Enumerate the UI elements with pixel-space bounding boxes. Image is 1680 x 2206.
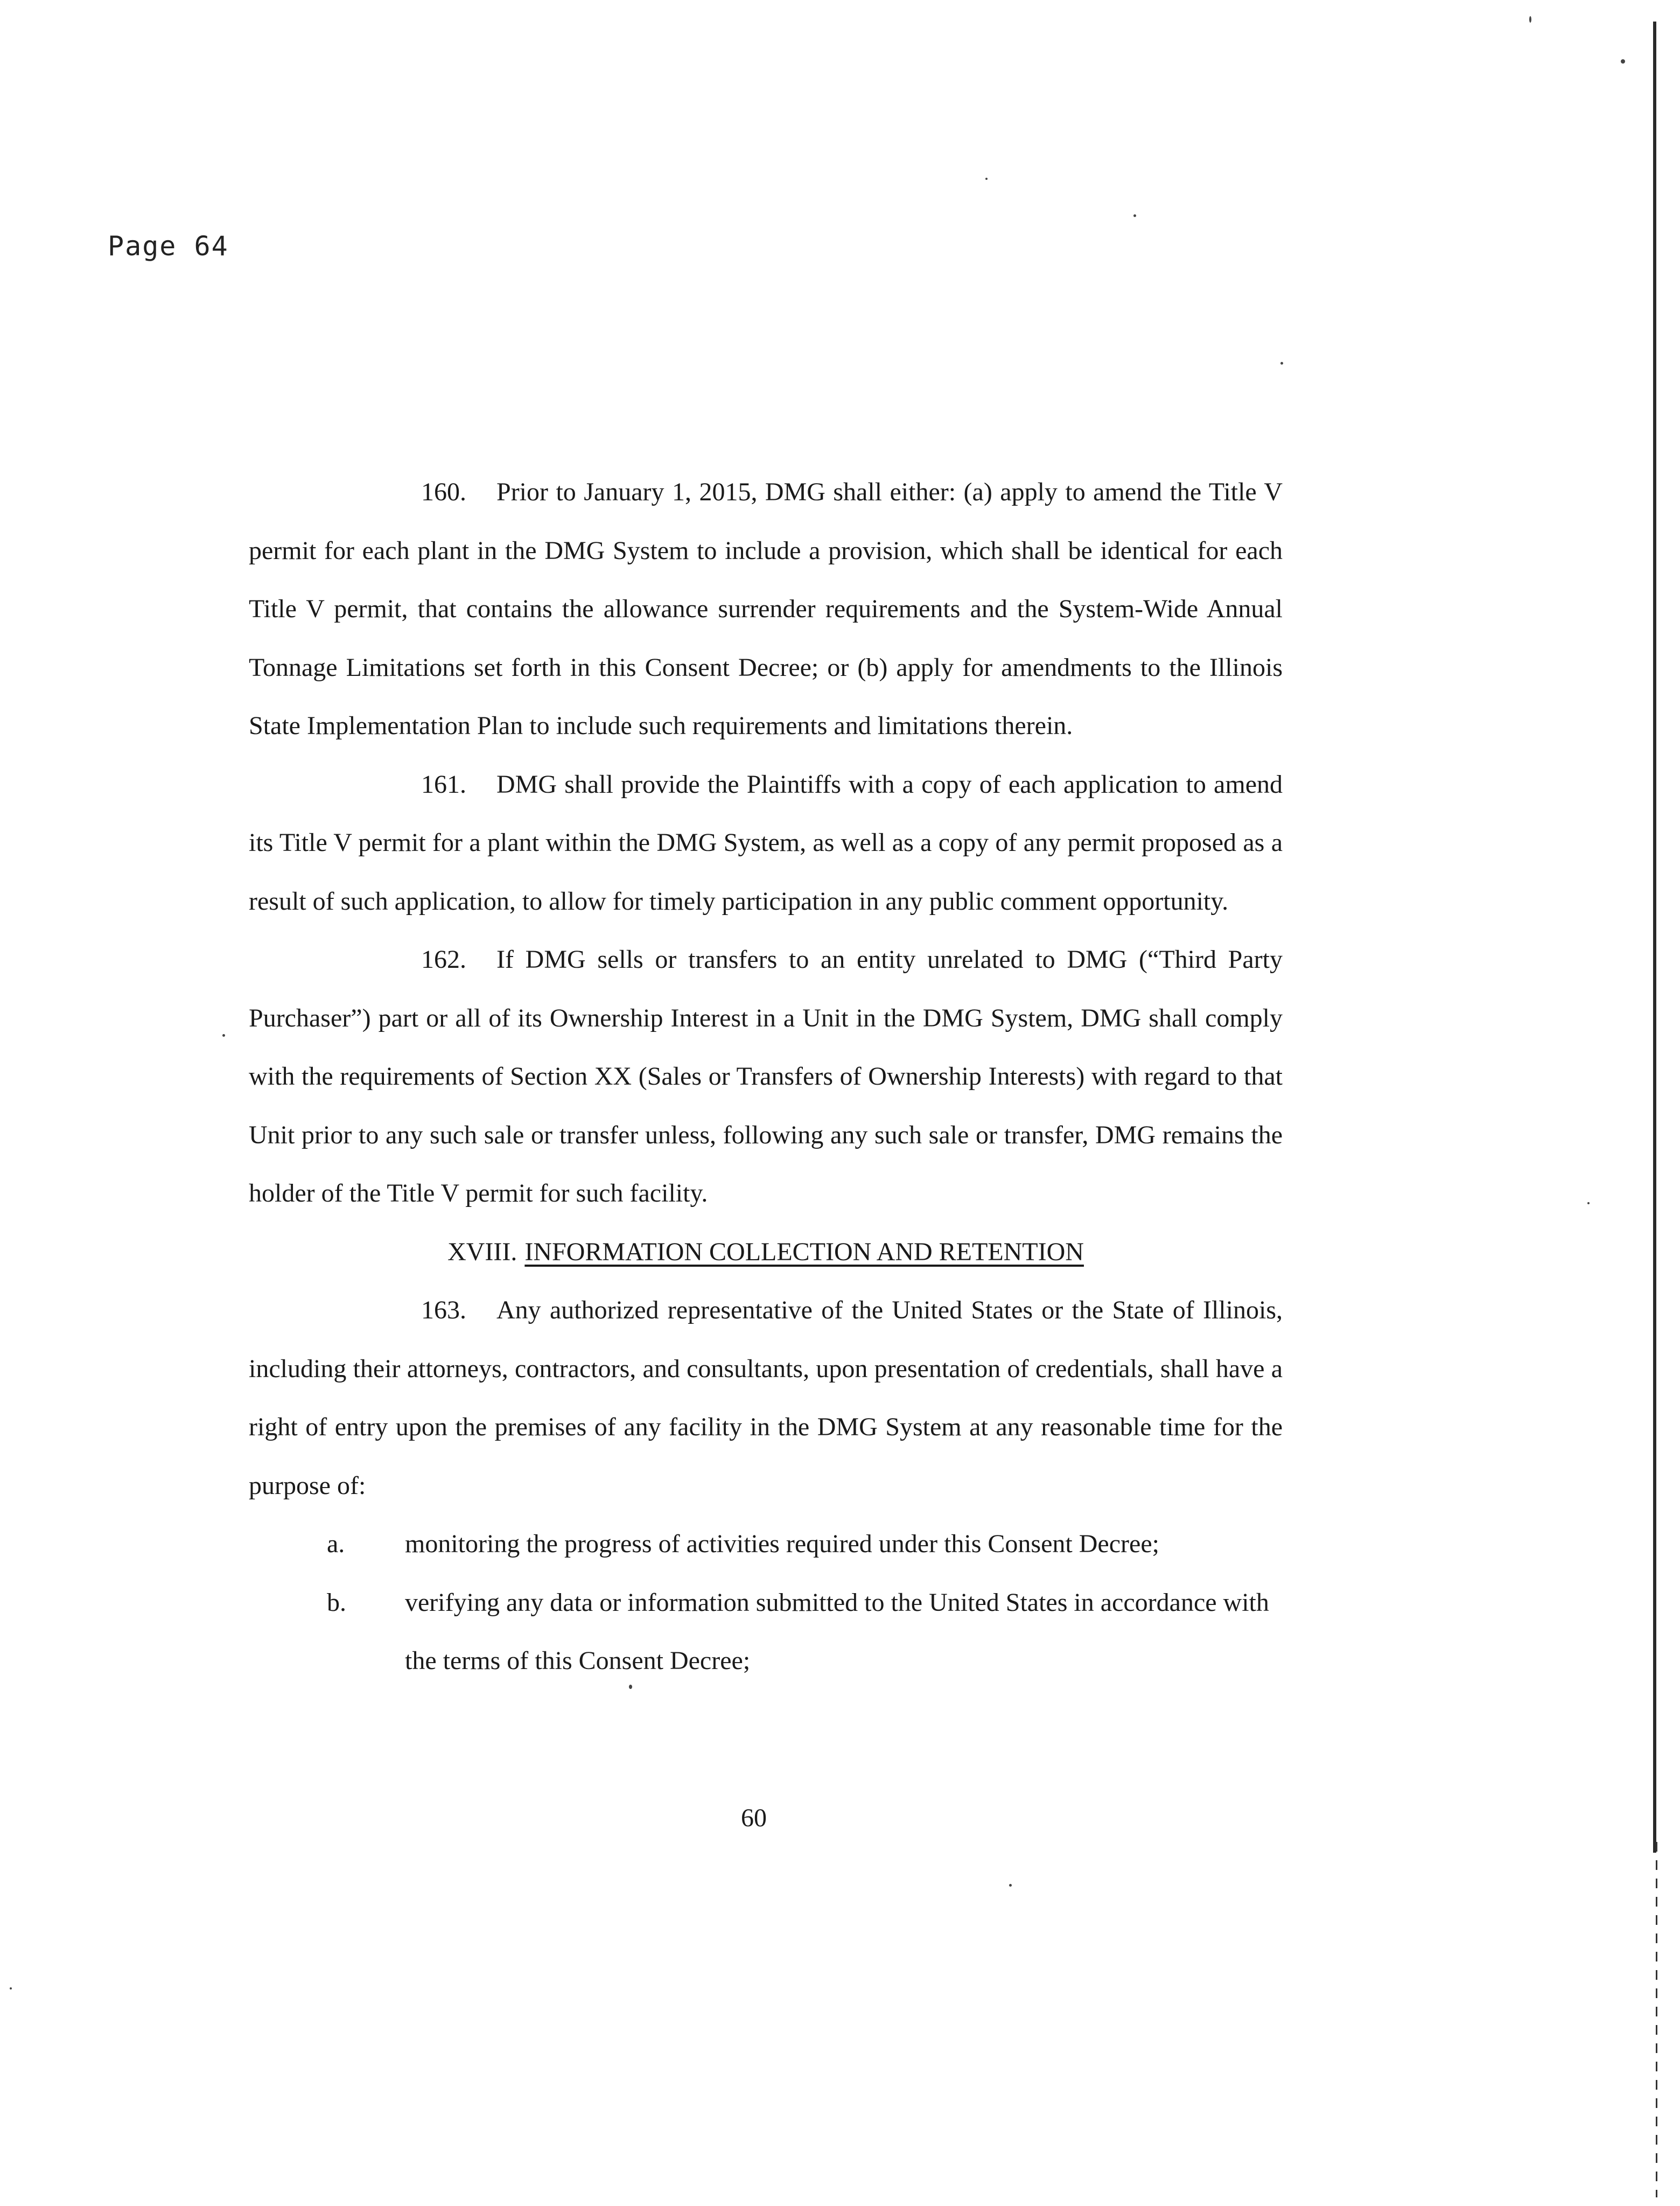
scan-speck [1529, 16, 1531, 23]
paragraph-163 [249, 1281, 1283, 1515]
scan-speck [1280, 362, 1283, 365]
list-item-letter: a. [327, 1530, 345, 1558]
scan-speck [1133, 214, 1136, 217]
scan-speck [1009, 1884, 1012, 1887]
scan-speck [222, 1034, 225, 1037]
section-heading [249, 1223, 1283, 1282]
scan-speck [10, 1987, 12, 1989]
scan-speck [629, 1685, 632, 1689]
section-numeral: XVIII. [447, 1237, 517, 1266]
paragraph-text: Prior to January 1, 2015, DMG shall either: (a) apply to amend the Title V permit for each plant in the DMG System to include a provision, which shall be identical for each Title V permit, that contains the allowance surrender requirements and the System-Wide Annual Tonnage Limitations set forth in this Consent Decree; or (b) apply for amendments to the Illinois State Implementation Plan to include such requirements and limitations therein. [249, 478, 1283, 740]
scan-speck [985, 178, 988, 180]
paragraph-162 [249, 931, 1283, 1223]
list-item-b [249, 1574, 1283, 1691]
scan-speck [1621, 59, 1625, 64]
paragraph-number: 161. [421, 770, 466, 799]
section-title: INFORMATION COLLECTION AND RETENTION [524, 1237, 1084, 1266]
scan-speck [1587, 1202, 1590, 1204]
list-item-text: verifying any data or information submitted to the United States in accordance with the terms of this Consent Decree; [405, 1588, 1269, 1675]
scan-edge-line [1653, 22, 1656, 1853]
scan-edge-dashes [1656, 1842, 1657, 2197]
list-item-a [249, 1515, 1283, 1574]
paragraph-text: If DMG sells or transfers to an entity unrelated to DMG (“Third Party Purchaser”) part or all of its Ownership Interest in a Unit in the DMG System, DMG shall comply with the requirements of Section XX (Sales or Transfers of Ownership Interests) with regard to that Unit prior to any such sale or transfer unless, following any such sale or transfer, DMG remains the holder of the Title V permit for such facility. [249, 945, 1283, 1207]
list-item-text: monitoring the progress of activities required under this Consent Decree; [405, 1530, 1159, 1558]
paragraph-number: 163. [421, 1296, 466, 1324]
paragraph-161 [249, 756, 1283, 931]
paragraph-number: 162. [421, 945, 466, 974]
list-item-letter: b. [327, 1588, 346, 1617]
document-body [249, 463, 1283, 1691]
paragraph-text: DMG shall provide the Plaintiffs with a copy of each application to amend its Title V permit for a plant within the DMG System, as well as a copy of any permit proposed as a result of such application, to allow for timely participation in any public comment opportunity. [249, 770, 1283, 916]
page-number: 60 [741, 1804, 767, 1832]
paragraph-text: Any authorized representative of the United States or the State of Illinois, including their attorneys, contractors, and consultants, upon presentation of credentials, shall have a right of entry upon the premises of any facility in the DMG System at any reasonable time for the purpose of: [249, 1296, 1283, 1500]
page-label: Page 64 [108, 231, 229, 262]
paragraph-160 [249, 463, 1283, 756]
paragraph-number: 160. [421, 478, 466, 506]
